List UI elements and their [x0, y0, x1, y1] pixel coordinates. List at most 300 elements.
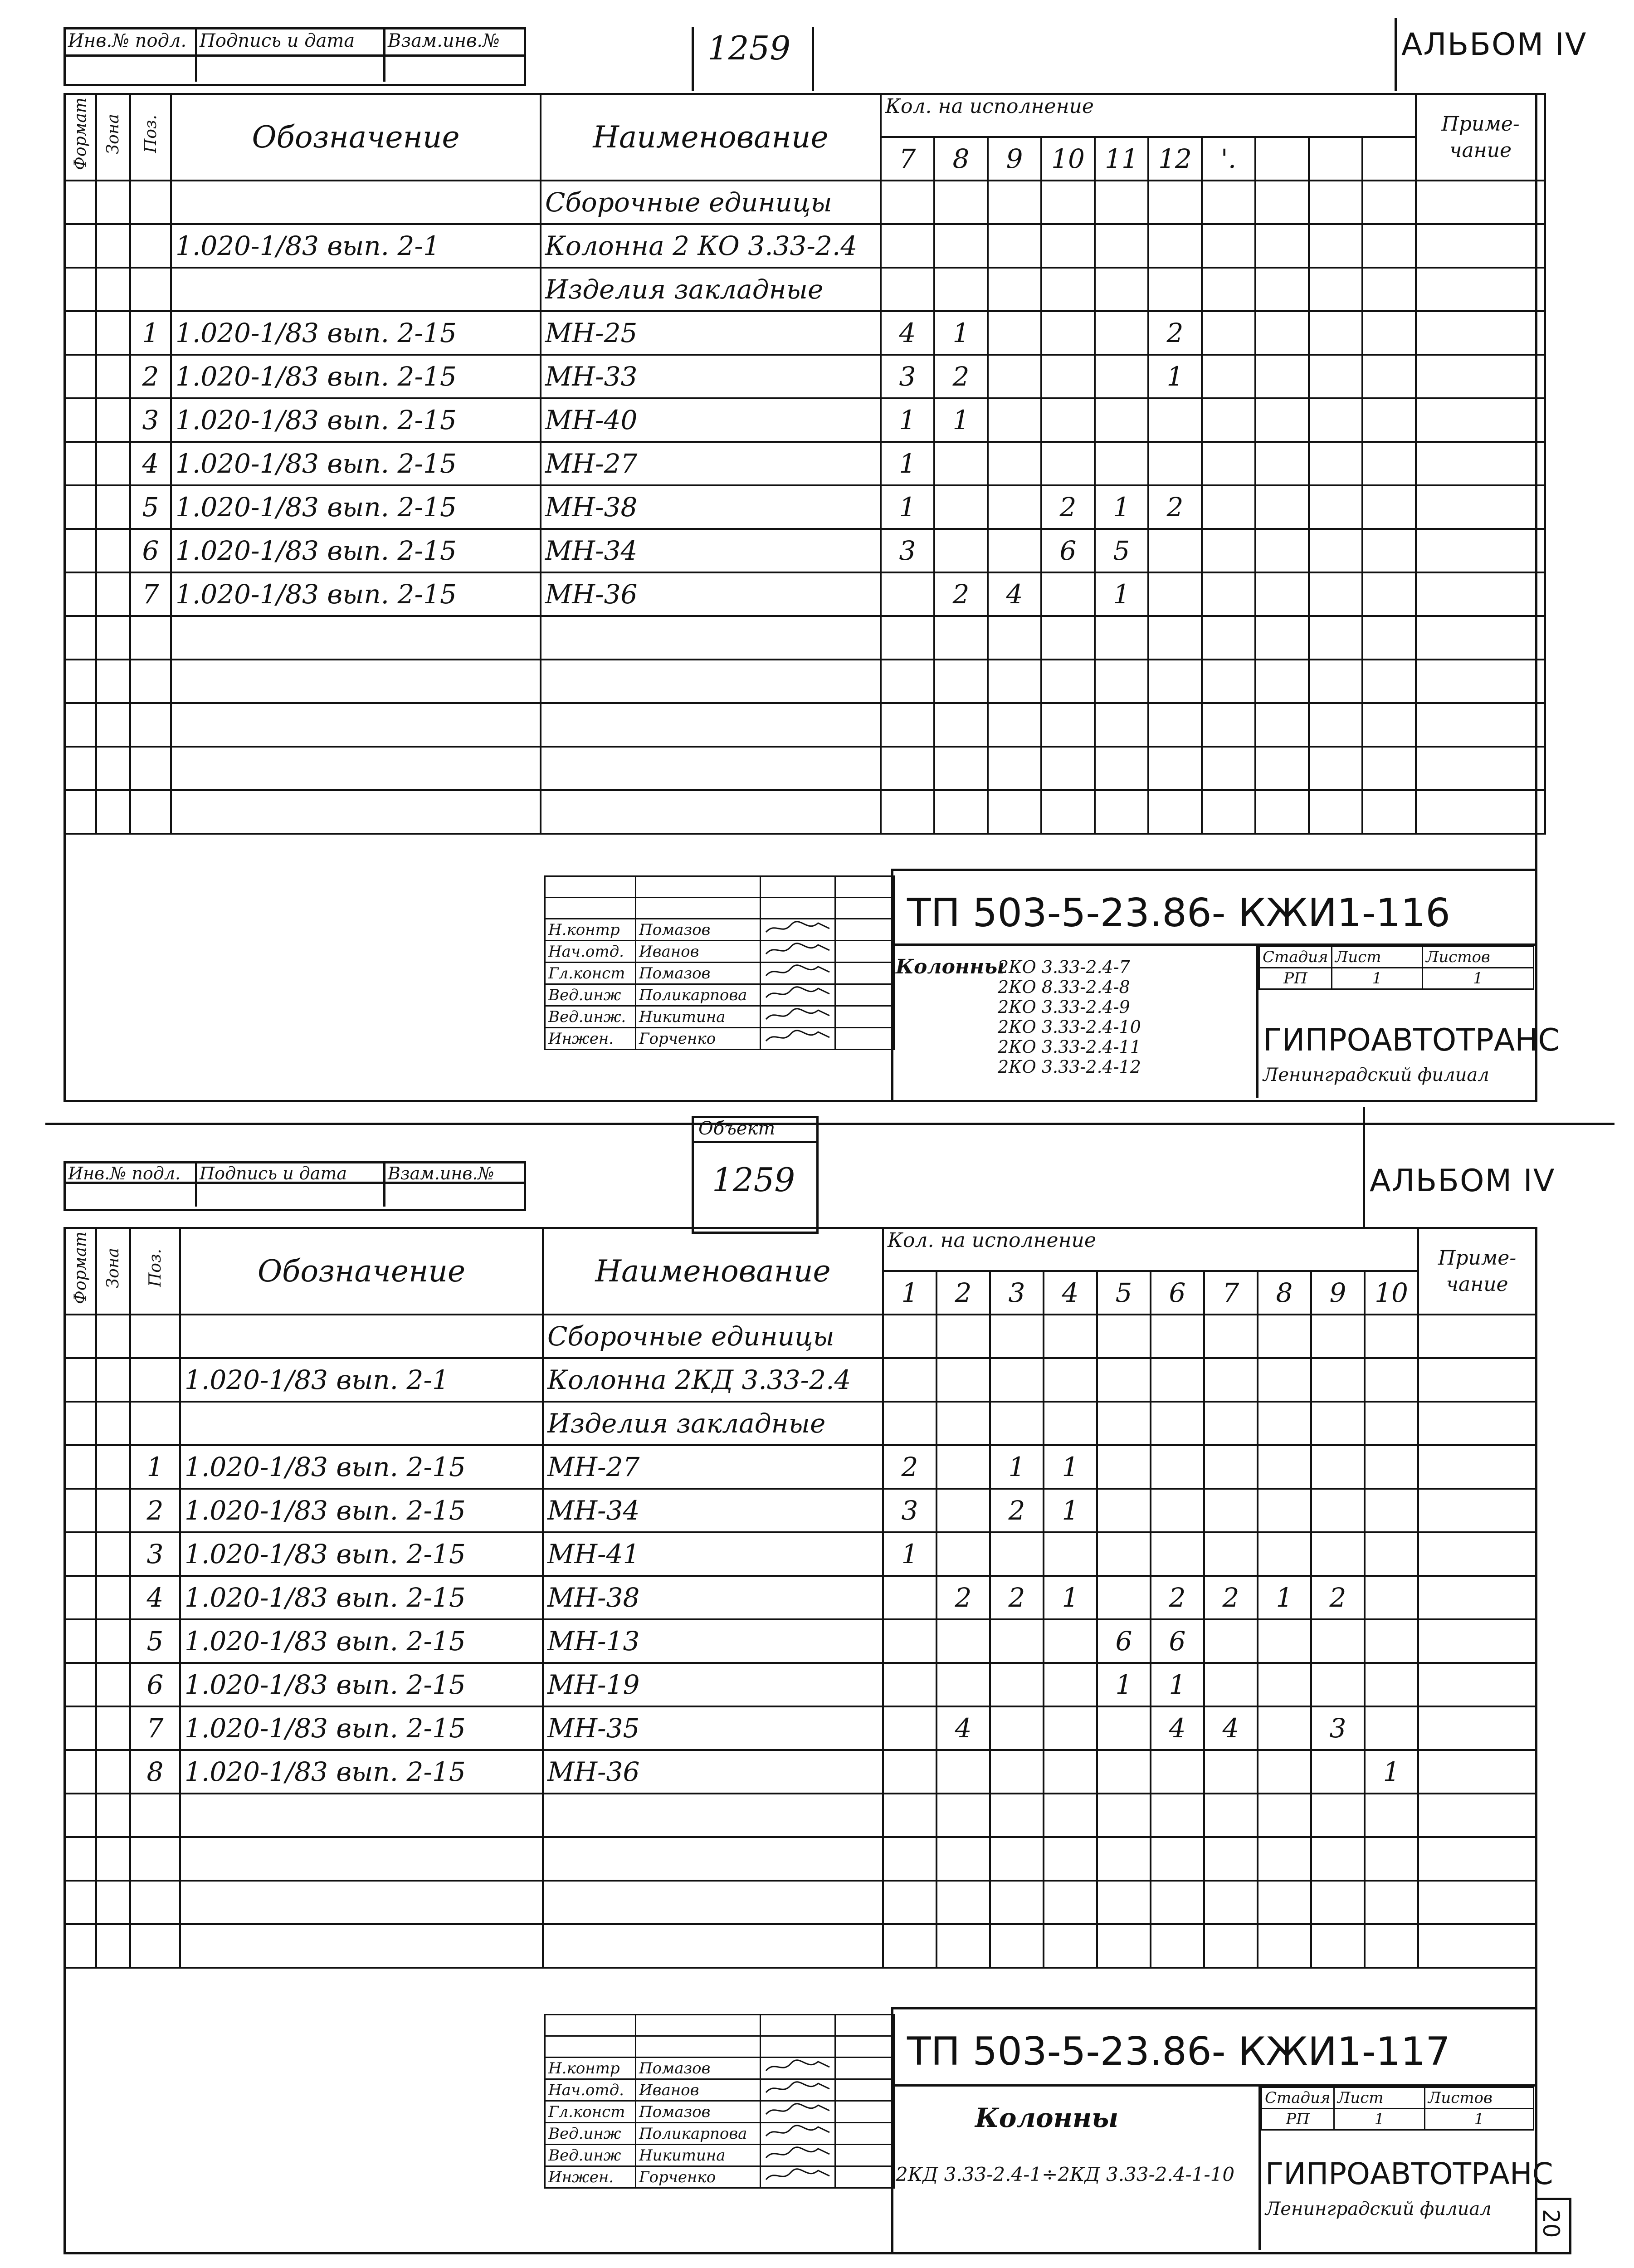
- cell-quantity: 3: [1311, 1706, 1365, 1750]
- cell-quantity: 1: [1044, 1576, 1097, 1619]
- cell-oboznachenie: 1.020-1/83 вып. 2-15: [180, 1532, 543, 1576]
- cell-poz: [130, 1837, 180, 1881]
- cell-format: [64, 1315, 96, 1358]
- table-row: [64, 1794, 1536, 1837]
- cell-quantity: [934, 529, 988, 572]
- cell-poz: 3: [130, 1532, 180, 1576]
- cell-quantity: [1044, 1402, 1097, 1445]
- listov-label: Листов: [1423, 947, 1534, 968]
- cell-quantity: [1309, 398, 1362, 442]
- cell-quantity: [1151, 1750, 1204, 1794]
- cell-quantity: [990, 1837, 1044, 1881]
- cell-quantity: [988, 747, 1041, 790]
- table-row: [64, 1489, 1536, 1532]
- cell-format: [64, 1532, 96, 1576]
- cell-naimenovanie: [543, 1794, 883, 1837]
- cell-quantity: [990, 1315, 1044, 1358]
- cell-quantity: [1097, 1532, 1151, 1576]
- cell-quantity: [937, 1315, 990, 1358]
- cell-primechanie: [1416, 572, 1545, 616]
- cell-oboznachenie: 1.020-1/83 вып. 2-15: [180, 1445, 543, 1489]
- cell-naimenovanie: МН-34: [541, 529, 881, 572]
- cell-zona: [96, 1445, 130, 1489]
- cell-quantity: [1097, 1837, 1151, 1881]
- cell-quantity: [1311, 1315, 1365, 1358]
- cell-quantity: [988, 529, 1041, 572]
- cell-quantity: [1311, 1881, 1365, 1924]
- cell-primechanie: [1416, 181, 1545, 224]
- cell-quantity: 1: [1095, 572, 1148, 616]
- stamp-item: 2КО 8.33-2.4-8: [998, 977, 1130, 997]
- variant-header: 5: [1097, 1271, 1151, 1315]
- cell-quantity: [1311, 1663, 1365, 1706]
- cell-poz: [130, 790, 171, 834]
- variant-header: '.: [1202, 137, 1255, 181]
- signatory-name: Иванов: [636, 941, 761, 963]
- signature-row: [545, 919, 894, 941]
- cell-zona: [96, 1489, 130, 1532]
- signature-date: [835, 2101, 894, 2123]
- cell-format: [64, 224, 96, 268]
- signature-row: [545, 2058, 894, 2079]
- table-row: [64, 1358, 1536, 1402]
- cell-quantity: [934, 268, 988, 311]
- cell-poz: 6: [130, 529, 171, 572]
- listov-label: Листов: [1425, 2087, 1534, 2109]
- cell-quantity: [1202, 398, 1255, 442]
- cell-quantity: [1204, 1402, 1258, 1445]
- cell-primechanie: [1416, 485, 1545, 529]
- cell-quantity: [1151, 1837, 1204, 1881]
- signatory-role: Гл.конст: [545, 963, 636, 984]
- cell-quantity: [1309, 572, 1362, 616]
- cell-oboznachenie: [171, 616, 541, 660]
- table-row: [64, 1663, 1536, 1706]
- signatory-role: Вед.инж: [545, 984, 636, 1006]
- cell-poz: 1: [130, 1445, 180, 1489]
- cell-quantity: 4: [1151, 1706, 1204, 1750]
- cell-zona: [96, 1619, 130, 1663]
- cell-format: [64, 1402, 96, 1445]
- cell-quantity: [937, 1750, 990, 1794]
- cell-quantity: [1097, 1794, 1151, 1837]
- cell-quantity: [1148, 268, 1202, 311]
- cell-poz: 6: [130, 1663, 180, 1706]
- listov-value: 1: [1423, 968, 1534, 989]
- cell-quantity: [1365, 1532, 1418, 1576]
- cell-quantity: [1204, 1532, 1258, 1576]
- signature-row: [545, 2123, 894, 2145]
- cell-primechanie: [1418, 1794, 1536, 1837]
- signatory-role: Гл.конст: [545, 2101, 636, 2123]
- cell-zona: [96, 616, 130, 660]
- variant-header: 11: [1095, 137, 1148, 181]
- cell-quantity: [883, 1315, 937, 1358]
- cell-quantity: [1095, 616, 1148, 660]
- cell-naimenovanie: МН-36: [543, 1750, 883, 1794]
- signature-date: [835, 919, 894, 941]
- cell-quantity: [1365, 1619, 1418, 1663]
- cell-quantity: 4: [988, 572, 1041, 616]
- cell-poz: [130, 747, 171, 790]
- cell-quantity: [1258, 1706, 1311, 1750]
- cell-quantity: [988, 485, 1041, 529]
- cell-quantity: [1309, 616, 1362, 660]
- cell-quantity: [1202, 311, 1255, 355]
- cell-naimenovanie: Сборочные единицы: [543, 1315, 883, 1358]
- cell-quantity: [1309, 181, 1362, 224]
- cell-quantity: [1309, 485, 1362, 529]
- cell-quantity: [990, 1402, 1044, 1445]
- cell-primechanie: [1416, 616, 1545, 660]
- cell-naimenovanie: Изделия закладные: [543, 1402, 883, 1445]
- cell-oboznachenie: [180, 1924, 543, 1968]
- cell-quantity: [1309, 703, 1362, 747]
- cell-quantity: [1044, 1837, 1097, 1881]
- cell-quantity: 2: [990, 1576, 1044, 1619]
- cell-quantity: 2: [1311, 1576, 1365, 1619]
- cell-zona: [96, 1794, 130, 1837]
- table-row: [64, 224, 1545, 268]
- cell-oboznachenie: 1.020-1/83 вып. 2-15: [171, 398, 541, 442]
- signatory-role: Н.контр: [545, 2058, 636, 2079]
- cell-quantity: [1202, 703, 1255, 747]
- object-number: 1259: [712, 1161, 795, 1199]
- list-value: 1: [1332, 968, 1423, 989]
- stamp-items: [998, 957, 1141, 1077]
- cell-quantity: [934, 747, 988, 790]
- table-row: [64, 1445, 1536, 1489]
- cell-quantity: [1311, 1358, 1365, 1402]
- table-row: [64, 572, 1545, 616]
- signature-mark: [761, 2166, 835, 2188]
- table-row: [64, 268, 1545, 311]
- signature-mark: [761, 2145, 835, 2166]
- cell-naimenovanie: МН-25: [541, 311, 881, 355]
- cell-poz: [130, 1794, 180, 1837]
- cell-poz: 5: [130, 485, 171, 529]
- cell-naimenovanie: [541, 660, 881, 703]
- cell-quantity: [1202, 747, 1255, 790]
- cell-quantity: [1151, 1402, 1204, 1445]
- cell-quantity: [1365, 1663, 1418, 1706]
- cell-oboznachenie: 1.020-1/83 вып. 2-15: [180, 1619, 543, 1663]
- cell-format: [64, 311, 96, 355]
- cell-naimenovanie: [541, 703, 881, 747]
- cell-quantity: [883, 1794, 937, 1837]
- cell-naimenovanie: Колонна 2 КО 3.33-2.4: [541, 224, 881, 268]
- cell-quantity: [1311, 1532, 1365, 1576]
- signature-mark: [761, 2058, 835, 2079]
- cell-quantity: [1041, 442, 1095, 485]
- cell-quantity: [1255, 442, 1309, 485]
- cell-quantity: [1148, 572, 1202, 616]
- cell-quantity: [934, 224, 988, 268]
- cell-quantity: 1: [881, 442, 934, 485]
- cell-quantity: 3: [881, 355, 934, 398]
- cell-quantity: [1365, 1315, 1418, 1358]
- cell-quantity: [1311, 1837, 1365, 1881]
- cell-quantity: [1258, 1794, 1311, 1837]
- cell-quantity: 1: [881, 485, 934, 529]
- cell-quantity: 1: [1258, 1576, 1311, 1619]
- stadia-label: Стадия: [1259, 947, 1332, 968]
- cell-primechanie: [1418, 1924, 1536, 1968]
- sheet-1: [0, 0, 1634, 1107]
- col-format: Формат: [71, 1232, 90, 1305]
- signature-date: [835, 2145, 894, 2166]
- cell-quantity: [1365, 1881, 1418, 1924]
- cell-quantity: [1041, 660, 1095, 703]
- cell-quantity: [1097, 1358, 1151, 1402]
- cell-zona: [96, 660, 130, 703]
- cell-quantity: 1: [881, 398, 934, 442]
- cell-zona: [96, 703, 130, 747]
- cell-quantity: [1309, 790, 1362, 834]
- cell-quantity: 3: [881, 529, 934, 572]
- cell-primechanie: [1416, 311, 1545, 355]
- cell-quantity: [934, 485, 988, 529]
- cell-oboznachenie: 1.020-1/83 вып. 2-15: [171, 529, 541, 572]
- cell-quantity: 6: [1151, 1619, 1204, 1663]
- signature-date: [835, 2123, 894, 2145]
- cell-quantity: [988, 660, 1041, 703]
- cell-quantity: [937, 1532, 990, 1576]
- album-label: АЛЬБОМ IV: [1401, 27, 1587, 63]
- signatory-role: Нач.отд.: [545, 941, 636, 963]
- cell-format: [64, 1663, 96, 1706]
- cell-quantity: [988, 311, 1041, 355]
- cell-quantity: 2: [1204, 1576, 1258, 1619]
- cell-oboznachenie: 1.020-1/83 вып. 2-15: [180, 1750, 543, 1794]
- cell-quantity: [1311, 1445, 1365, 1489]
- cell-quantity: [1044, 1794, 1097, 1837]
- cell-quantity: [1095, 224, 1148, 268]
- cell-quantity: [1044, 1315, 1097, 1358]
- album-label: АЛЬБОМ IV: [1370, 1163, 1556, 1199]
- col-kol-na-ispolnenie: Кол. на исполнение: [883, 1228, 1418, 1271]
- cell-quantity: 2: [1148, 485, 1202, 529]
- signatory-name: Поликарпова: [636, 2123, 761, 2145]
- cell-quantity: [1258, 1532, 1311, 1576]
- cell-quantity: [1041, 181, 1095, 224]
- cell-quantity: [1097, 1315, 1151, 1358]
- cell-quantity: [990, 1750, 1044, 1794]
- signature-mark: [761, 919, 835, 941]
- cell-poz: 7: [130, 572, 171, 616]
- cell-primechanie: [1418, 1532, 1536, 1576]
- cell-quantity: [1365, 1837, 1418, 1881]
- cell-quantity: [1255, 572, 1309, 616]
- cell-quantity: [937, 1358, 990, 1402]
- stamp-item: 2КО 3.33-2.4-9: [998, 997, 1130, 1017]
- cell-quantity: [1309, 268, 1362, 311]
- document-code: ТП 503-5-23.86- КЖИ1-116: [907, 890, 1450, 936]
- col-zona: Зона: [104, 1247, 122, 1289]
- cell-quantity: [1044, 1750, 1097, 1794]
- cell-naimenovanie: Сборочные единицы: [541, 181, 881, 224]
- cell-naimenovanie: МН-40: [541, 398, 881, 442]
- cell-primechanie: [1418, 1576, 1536, 1619]
- col-zona: Зона: [104, 113, 122, 155]
- podpis-label: Подпись и дата: [200, 1163, 347, 1183]
- spec-table: [63, 1227, 1537, 1969]
- object-label: Объект: [698, 1118, 776, 1139]
- cell-quantity: [1148, 529, 1202, 572]
- cell-quantity: [1148, 660, 1202, 703]
- cell-quantity: [1041, 268, 1095, 311]
- cell-quantity: [1255, 616, 1309, 660]
- cell-quantity: [1151, 1489, 1204, 1532]
- cell-quantity: [1362, 529, 1416, 572]
- signature-date: [835, 941, 894, 963]
- cell-quantity: [1148, 703, 1202, 747]
- cell-quantity: [1255, 747, 1309, 790]
- cell-quantity: [1148, 398, 1202, 442]
- cell-format: [64, 790, 96, 834]
- col-oboznachenie: Обозначение: [171, 94, 541, 181]
- cell-quantity: [1095, 790, 1148, 834]
- spec-table: [63, 93, 1546, 835]
- stadia-table: [1258, 946, 1534, 990]
- cell-quantity: [1097, 1881, 1151, 1924]
- cell-format: [64, 1706, 96, 1750]
- cell-format: [64, 1576, 96, 1619]
- cell-poz: [130, 703, 171, 747]
- cell-quantity: [1255, 703, 1309, 747]
- list-value: 1: [1334, 2109, 1425, 2130]
- variant-header: 6: [1151, 1271, 1204, 1315]
- cell-quantity: [1095, 398, 1148, 442]
- cell-quantity: [1202, 181, 1255, 224]
- cell-quantity: [1311, 1794, 1365, 1837]
- stadia-table: [1261, 2087, 1534, 2131]
- cell-quantity: [1258, 1315, 1311, 1358]
- cell-oboznachenie: 1.020-1/83 вып. 2-15: [171, 311, 541, 355]
- signatory-name: Помазов: [636, 2101, 761, 2123]
- cell-quantity: [934, 181, 988, 224]
- cell-quantity: [988, 268, 1041, 311]
- cell-quantity: [881, 790, 934, 834]
- cell-quantity: [988, 224, 1041, 268]
- cell-quantity: [1255, 790, 1309, 834]
- cell-quantity: [1362, 311, 1416, 355]
- cell-quantity: [1044, 1924, 1097, 1968]
- cell-quantity: 1: [1365, 1750, 1418, 1794]
- cell-poz: 4: [130, 442, 171, 485]
- cell-quantity: [1095, 442, 1148, 485]
- cell-quantity: [1311, 1402, 1365, 1445]
- cell-zona: [96, 485, 130, 529]
- cell-oboznachenie: 1.020-1/83 вып. 2-15: [180, 1706, 543, 1750]
- cell-oboznachenie: [171, 790, 541, 834]
- table-row: [64, 1532, 1536, 1576]
- cell-quantity: [988, 616, 1041, 660]
- cell-quantity: [1204, 1315, 1258, 1358]
- cell-quantity: [990, 1663, 1044, 1706]
- cell-quantity: [1255, 485, 1309, 529]
- cell-quantity: [881, 572, 934, 616]
- cell-quantity: [1362, 703, 1416, 747]
- cell-quantity: [937, 1924, 990, 1968]
- cell-quantity: [1097, 1445, 1151, 1489]
- cell-oboznachenie: 1.020-1/83 вып. 2-15: [171, 572, 541, 616]
- cell-quantity: [1041, 703, 1095, 747]
- col-naimenovanie: Наименование: [543, 1228, 883, 1315]
- cell-quantity: [1204, 1881, 1258, 1924]
- cell-quantity: [1365, 1706, 1418, 1750]
- cell-naimenovanie: [541, 616, 881, 660]
- signatory-name: Горченко: [636, 1028, 761, 1050]
- cell-quantity: [937, 1794, 990, 1837]
- cell-quantity: [937, 1402, 990, 1445]
- table-row: [64, 442, 1545, 485]
- cell-quantity: [1095, 660, 1148, 703]
- cell-primechanie: [1416, 224, 1545, 268]
- cell-quantity: 1: [990, 1445, 1044, 1489]
- cell-quantity: [937, 1445, 990, 1489]
- cell-quantity: [1362, 355, 1416, 398]
- cell-primechanie: [1418, 1489, 1536, 1532]
- cell-poz: 1: [130, 311, 171, 355]
- cell-quantity: [1365, 1924, 1418, 1968]
- cell-zona: [96, 442, 130, 485]
- cell-quantity: 1: [1148, 355, 1202, 398]
- cell-quantity: [1204, 1924, 1258, 1968]
- cell-zona: [96, 747, 130, 790]
- signature-mark: [761, 2101, 835, 2123]
- cell-quantity: [1258, 1881, 1311, 1924]
- cell-quantity: [1365, 1402, 1418, 1445]
- cell-zona: [96, 1315, 130, 1358]
- cell-naimenovanie: МН-38: [543, 1576, 883, 1619]
- cell-naimenovanie: МН-27: [543, 1445, 883, 1489]
- cell-quantity: [881, 181, 934, 224]
- cell-oboznachenie: [180, 1315, 543, 1358]
- cell-quantity: [990, 1358, 1044, 1402]
- stamp-items: [896, 2164, 1234, 2185]
- vzam-label: Взам.инв.№: [388, 30, 500, 51]
- cell-quantity: 1: [934, 311, 988, 355]
- cell-zona: [96, 355, 130, 398]
- cell-naimenovanie: [543, 1881, 883, 1924]
- cell-quantity: 2: [1151, 1576, 1204, 1619]
- cell-oboznachenie: [171, 268, 541, 311]
- variant-header: 7: [881, 137, 934, 181]
- table-row: [64, 1881, 1536, 1924]
- cell-quantity: [1151, 1924, 1204, 1968]
- cell-primechanie: [1418, 1706, 1536, 1750]
- cell-format: [64, 1837, 96, 1881]
- table-row: [64, 1619, 1536, 1663]
- cell-quantity: [1095, 311, 1148, 355]
- stadia-label: Стадия: [1262, 2087, 1334, 2109]
- cell-format: [64, 703, 96, 747]
- cell-quantity: [1365, 1794, 1418, 1837]
- cell-quantity: [1311, 1619, 1365, 1663]
- cell-format: [64, 1881, 96, 1924]
- object-number: 1259: [707, 29, 791, 67]
- cell-quantity: [934, 442, 988, 485]
- cell-quantity: [1309, 529, 1362, 572]
- cell-zona: [96, 1837, 130, 1881]
- cell-quantity: [1258, 1358, 1311, 1402]
- cell-naimenovanie: Колонна 2КД 3.33-2.4: [543, 1358, 883, 1402]
- cell-quantity: [1362, 224, 1416, 268]
- cell-quantity: [988, 703, 1041, 747]
- cell-primechanie: [1416, 703, 1545, 747]
- cell-oboznachenie: 1.020-1/83 вып. 2-15: [171, 355, 541, 398]
